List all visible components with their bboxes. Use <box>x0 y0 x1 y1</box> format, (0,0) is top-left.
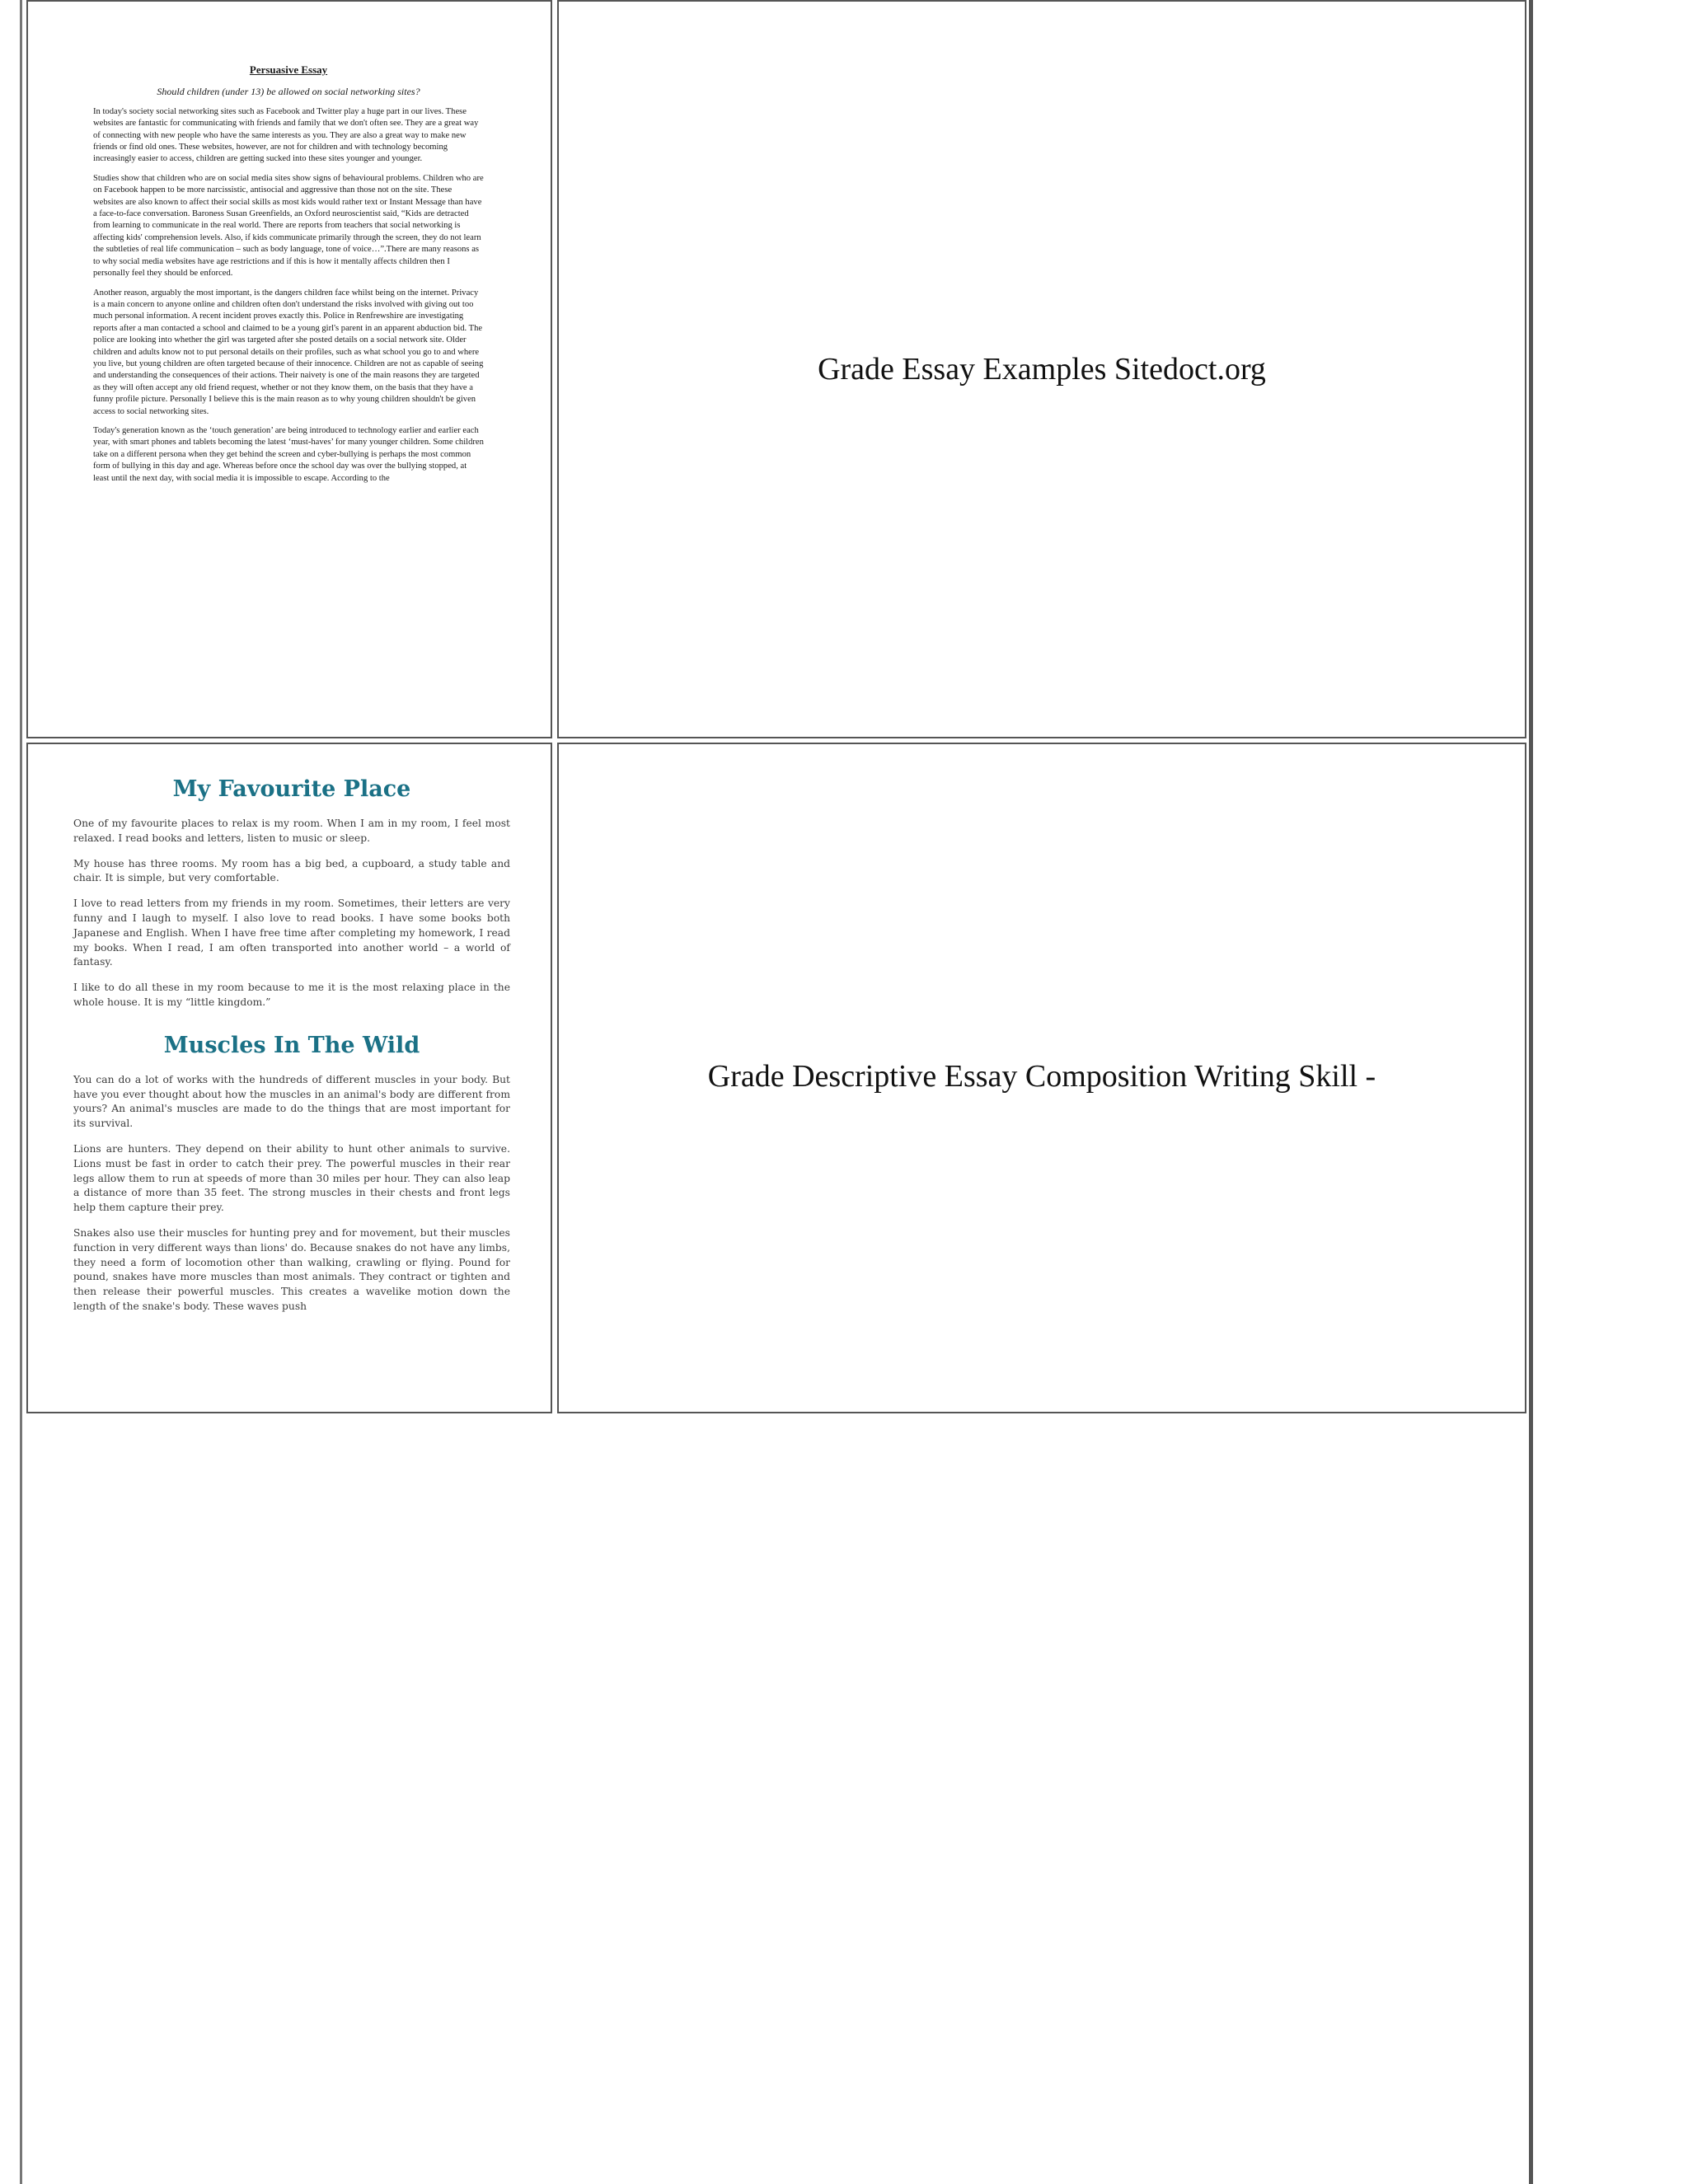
essay-paragraph: One of my favourite places to relax is my room. When I am in my room, I feel most relaxed. I read books and letters, listen to music or sleep. <box>73 818 510 844</box>
essay-paragraph: I like to do all these in my room because to me it is the most relaxing place in the whole house. It is my “little kingdom.” <box>73 982 510 1008</box>
image-caption[interactable]: Grade Descriptive Essay Composition Writing Skill - <box>707 1059 1376 1094</box>
essay-paragraph: In today's society social networking sites such as Facebook and Twitter play a huge part in our lives. These websites are fantastic for communicating with friends and family that we don't often see. They are a great way of connecting with new people who have the same interests as you. They are also a great way to make new friends or find old ones. These websites, however, are not for children and with technology becoming increasingly easier to access, children are getting sucked into these sites younger and younger. <box>93 106 479 164</box>
caption-cell-bottom <box>557 743 1526 1413</box>
caption-cell-top <box>557 0 1526 738</box>
essay-paragraph: Today's generation known as the ‘touch generation’ are being introduced to technology earlier and earlier each year, with smart phones and tablets becoming the latest ‘must-haves’ for many younger children. Some children take on a different persona when they get behind the screen and cyber-bullying is perhaps the most common form of bullying in this day and age. Whereas before once the school day was over the bullying stopped, at least until the next day, with social media it is impossible to escape. According to the <box>93 425 484 483</box>
essay-subtitle: Should children (under 13) be allowed on social networking sites? <box>157 86 420 98</box>
essay-heading: Muscles In The Wild <box>163 1032 420 1058</box>
essay-paragraph: Snakes also use their muscles for hunting prey and for movement, but their muscles function in very different ways than lions' do. Because snakes do not have any limbs, they need a form of locomotion other than walking, crawling or flying. Pound for pound, snakes have more muscles than most animals. They contract or tighten and then release their powerful muscles. This creates a wavelike motion down the length of the snake's body. These waves push <box>73 1226 510 1312</box>
essay-paragraph: My house has three rooms. My room has a big bed, a cupboard, a study table and chair. It is simple, but very comfortable. <box>73 857 510 884</box>
essay-paragraph: I love to read letters from my friends in my room. Sometimes, their letters are very funny and I laugh to myself. I also love to read books. I have some books both Japanese and English. When I have free time after completing my homework, I read my books. When I read, I am often transported into another world – a world of fantasy. <box>73 898 510 968</box>
essay-paragraph: Another reason, arguably the most important, is the dangers children face whilst being on the internet. Privacy is a main concern to anyone online and children often don't understand the risks involved with giving out too much personal information. A recent incident proves exactly this. Police in Renfrewshire are investigating reports after a man contacted a school and claimed to be a young girl's parent in an apparent abduction bid. The police are looking into whether the girl was targeted after she posted details on a social network site. Older children and adults know not to put personal details on their profiles, such as what school you go to and where you live, but young children are often targeted because of their innocence. Children are not as capable of seeing and understanding the consequences of their actions. Their naivety is one of the main reasons they are targeted as they will often accept any old friend request, whether or not they know them, on the basis that they have a funny profile picture. Personally I believe this is the main reason as to why young children shouldn't be given access to social networking sites. <box>93 288 484 416</box>
essay-paragraph: Lions are hunters. They depend on their ability to hunt other animals to survive. Lions must be fast in order to catch their prey. The powerful muscles in their rear legs allow them to run at speeds of more than 30 miles per hour. They can also leap a distance of more than 35 feet. The strong muscles in their chests and front legs help them capture their prey. <box>73 1142 510 1214</box>
essay-image-descriptive[interactable] <box>26 743 552 1413</box>
descriptive-essay-document <box>73 776 510 1325</box>
image-caption[interactable]: Grade Essay Examples Sitedoct.org <box>818 352 1266 387</box>
essay-heading: My Favourite Place <box>172 776 411 802</box>
persuasive-essay-document <box>93 64 484 492</box>
essay-title: Persuasive Essay <box>249 63 328 76</box>
essay-paragraph: Studies show that children who are on social media sites show signs of behavioural problems. Children who are on Facebook happen to be more narcissistic, antisocial and aggressive than those not on the site. These websites are also known to affect their social skills as most kids would rather text or Instant Message than have a face-to-face conversation. Baroness Susan Greenfields, an Oxford neuroscientist said, “Kids are detracted from learning to communicate in the real world. There are reports from teachers that social networking is affecting kids' comprehension levels. Also, if kids communicate primarily through the screen, they do not learn the subtleties of real life communication – such as body language, tone of voice…”.There are many reasons as to why social media websites have age restrictions and if this is how it mentally affects children then I personally feel they should be enforced. <box>93 173 484 279</box>
essay-image-persuasive[interactable] <box>26 0 552 738</box>
essay-paragraph: You can do a lot of works with the hundreds of different muscles in your body. But have you ever thought about how the muscles in an animal's body are different from yours? An animal's muscles are made to do the things that are most important for its survival. <box>73 1073 510 1130</box>
